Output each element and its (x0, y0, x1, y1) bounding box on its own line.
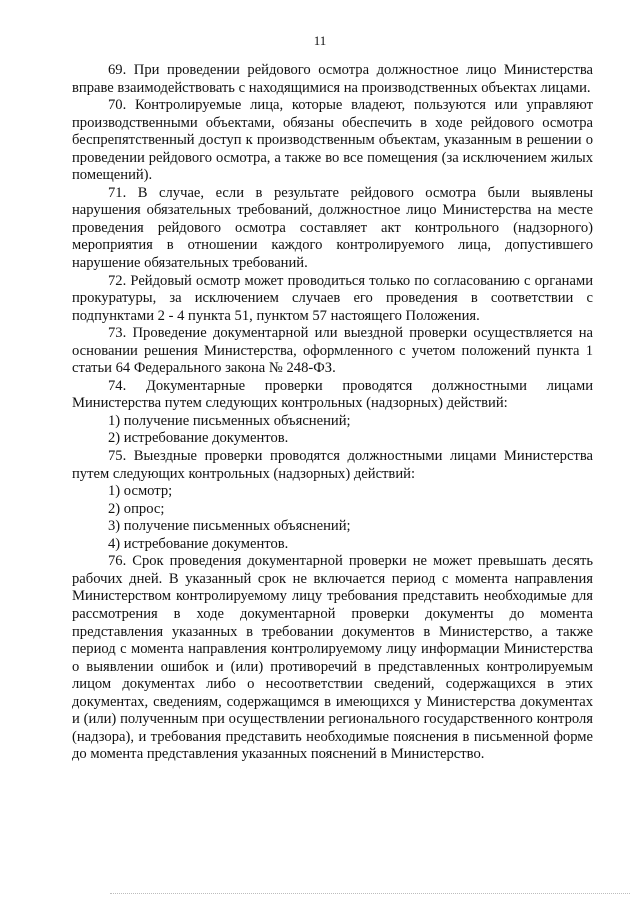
paragraph-73: 73. Проведение документарной или выездной проверки осуществляется на основании решения Министерства, оформленного с учетом положений пункта 1 статьи 64 Федерального закона № 248-ФЗ. (72, 325, 593, 377)
list-item-75-1: 1) осмотр; (108, 483, 173, 500)
paragraph-69: 69. При проведении рейдового осмотра должностное лицо Министерства вправе взаимодействовать с находящимися на производственных объектах лицами. (72, 62, 593, 96)
page-number: 11 (313, 33, 327, 48)
list-item-74-1: 1) получение письменных объяснений; (108, 412, 351, 429)
paragraph-71: 71. В случае, если в результате рейдового осмотра были выявлены нарушения обязательных требований, должностное лицо Министерства на месте проведения рейдового осмотра составляет акт контрольного (надзорного) мероприятия в отношении каждого контролируемого лица, допустившего нарушение обязательных требований. (72, 184, 593, 272)
document-body (72, 62, 593, 764)
paragraph-72: 72. Рейдовый осмотр может проводиться только по согласованию с органами прокуратуры, за исключением случаев его проведения в соответствии с подпунктами 2 - 4 пункта 51, пунктом 57 настоящего Положения. (72, 272, 593, 324)
list-item-75-3: 3) получение письменных объяснений; (108, 518, 351, 535)
list-item-75-4: 4) истребование документов. (108, 535, 289, 552)
paragraph-75: 75. Выездные проверки проводятся должностными лицами Министерства путем следующих контрольных (надзорных) действий: (72, 448, 593, 482)
scan-footer-line (110, 893, 630, 894)
paragraph-76: 76. Срок проведения документарной проверки не может превышать десять рабочих дней. В указанный срок не включается период с момента направления Министерством контролируемому лицу требования представить необходимые для рассмотрения в ходе документарной проверки документы до момента представления указанных в требовании документов в Министерство, а также период с момента направления контролируемому лицу информации Министерства о выявлении ошибок и (или) противоречий в представленных контролируемым лицом документах либо о несоответствии сведений, содержащихся в этих документах, сведениям, содержащимся в имеющихся у Министерства документах и (или) полученным при осуществлении регионального государственного контроля (надзора), и требования представить необходимые пояснения в письменной форме до момента представления указанных пояснений в Министерство. (72, 553, 593, 763)
list-item-74-2: 2) истребование документов. (108, 430, 289, 447)
paragraph-70: 70. Контролируемые лица, которые владеют, пользуются или управляют производственными объектами, обязаны обеспечить в ходе рейдового осмотра беспрепятственный доступ к производственным объектам, указанным в решении о проведении рейдового осмотра, а также во все помещения (за исключением жилых помещений). (72, 97, 593, 184)
list-item-75-2: 2) опрос; (108, 500, 165, 517)
paragraph-74: 74. Документарные проверки проводятся должностными лицами Министерства путем следующих контрольных (надзорных) действий: (72, 377, 593, 412)
